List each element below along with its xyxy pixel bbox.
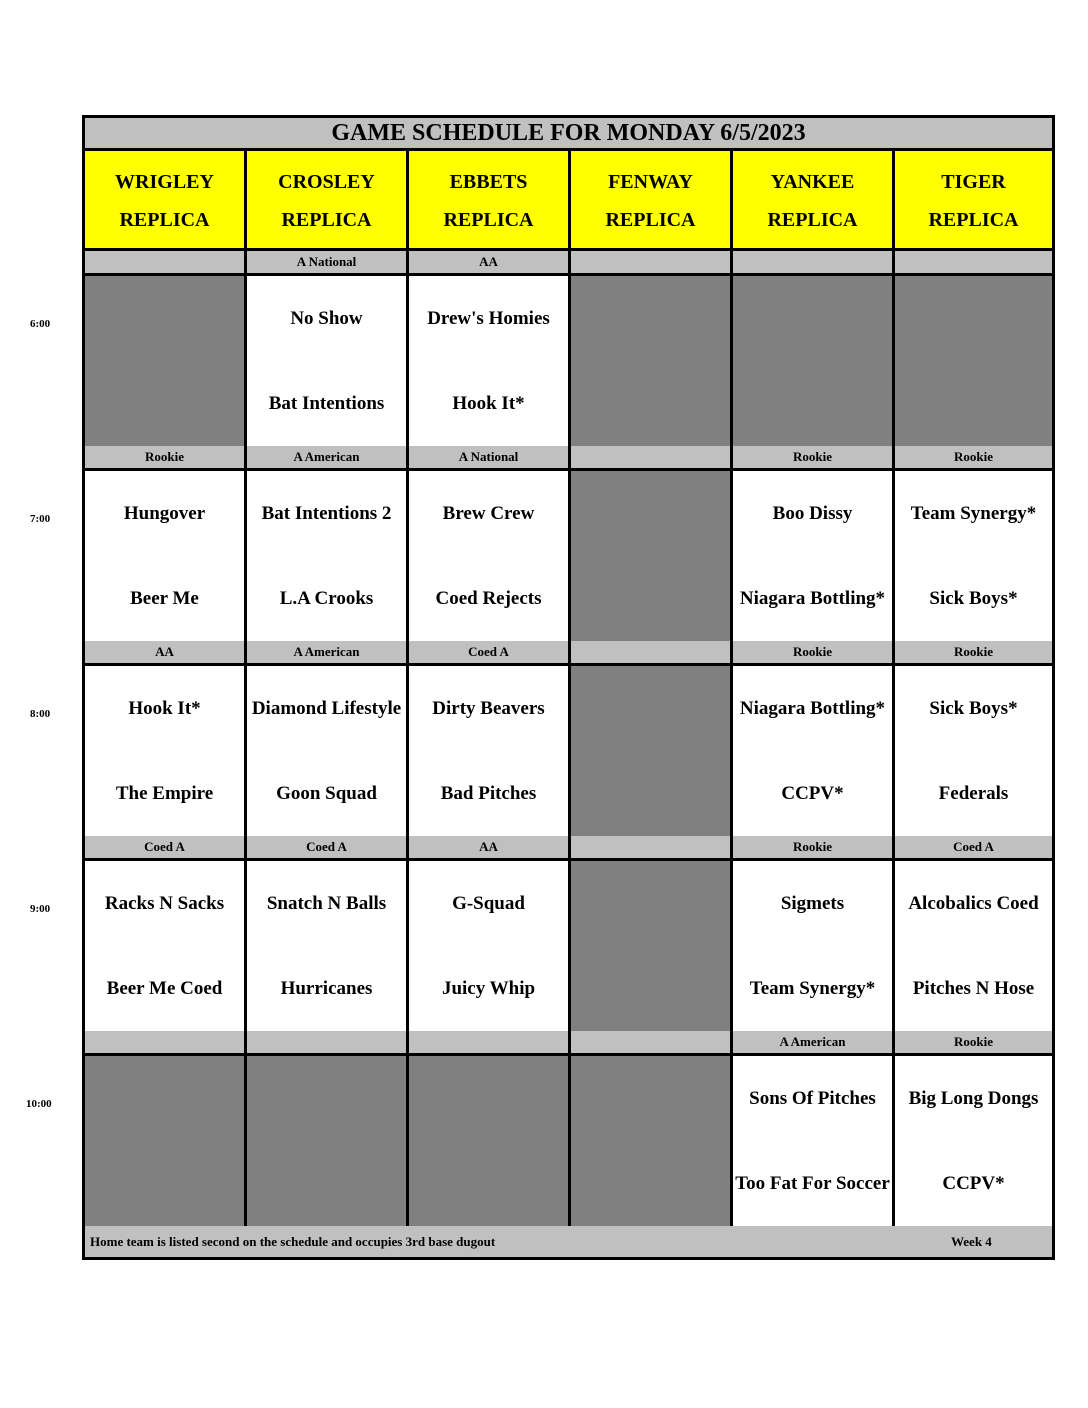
division-label: Coed A [85,836,244,858]
home-team: Beer Me [130,588,199,609]
away-team: Racks N Sacks [104,893,225,914]
footer-bar [85,1226,1052,1257]
away-team: Hungover [123,503,206,524]
division-label: Coed A [895,836,1052,858]
time-label: 8:00 [30,708,51,720]
field-header-yankee [733,151,892,248]
home-team: Hurricanes [280,978,373,999]
empty-slot [895,276,1052,446]
time-label: 7:00 [30,513,51,525]
away-team: Brew Crew [442,503,535,524]
division-label: A American [247,641,406,663]
field-subtitle: REPLICA [281,209,372,231]
away-team: Drew's Homies [427,308,550,329]
time-label: 9:00 [30,903,51,915]
time-label: 6:00 [30,318,51,330]
game-cell [733,1056,892,1226]
division-label [85,1031,244,1053]
home-team: Coed Rejects [435,588,542,609]
game-cell [85,471,244,641]
field-header-fenway [571,151,730,248]
division-label: AA [409,251,568,273]
away-team: Niagara Bottling* [739,698,886,719]
away-team: G-Squad [452,893,525,914]
game-cell [85,666,244,836]
home-team: Pitches N Hose [912,978,1035,999]
game-cell [895,1056,1052,1226]
game-cell [733,861,892,1031]
game-cell [895,471,1052,641]
division-label: Rookie [733,836,892,858]
home-team: Team Synergy* [749,978,876,999]
game-cell [895,861,1052,1031]
away-team: Dirty Beavers [432,698,545,719]
division-label: A American [733,1031,892,1053]
empty-slot [247,1056,406,1226]
division-label [571,836,730,858]
game-cell [409,471,568,641]
division-label: Rookie [733,641,892,663]
empty-slot [733,276,892,446]
division-label: A American [247,446,406,468]
empty-slot [571,861,730,1031]
division-label [733,251,892,273]
empty-slot [571,471,730,641]
division-label: Coed A [409,641,568,663]
game-cell [895,666,1052,836]
footer-note: Home team is listed second on the schedule and occupies 3rd base dugout [90,1233,496,1249]
home-team: Niagara Bottling* [739,588,886,609]
home-team: Sick Boys* [929,588,1018,609]
week-label: Week 4 [951,1233,992,1249]
division-label [409,1031,568,1053]
game-cell [409,276,568,446]
division-label: Rookie [895,446,1052,468]
field-name: FENWAY [608,171,693,193]
away-team: Hook It* [128,698,201,719]
away-team: Sons Of Pitches [749,1088,876,1109]
division-label: Rookie [895,641,1052,663]
home-team: Bad Pitches [440,783,537,804]
away-team: Sigmets [780,893,845,914]
division-label [571,1031,730,1053]
away-team: Bat Intentions 2 [261,503,392,524]
home-team: Federals [938,783,1009,804]
home-team: Hook It* [452,393,525,414]
division-label: Rookie [895,1031,1052,1053]
game-cell [409,666,568,836]
empty-slot [571,276,730,446]
empty-slot [85,1056,244,1226]
schedule-title: GAME SCHEDULE FOR MONDAY 6/5/2023 [85,118,1052,148]
game-cell [85,861,244,1031]
division-label: A National [409,446,568,468]
home-team: Goon Squad [276,783,377,804]
empty-slot [85,276,244,446]
division-label [85,251,244,273]
away-team: No Show [290,308,363,329]
empty-slot [571,666,730,836]
field-name: EBBETS [449,171,528,193]
away-team: Team Synergy* [910,503,1037,524]
home-team: CCPV* [781,783,844,804]
game-cell [247,276,406,446]
field-subtitle: REPLICA [443,209,534,231]
field-name: CROSLEY [278,171,375,193]
home-team: Juicy Whip [441,978,536,999]
field-name: TIGER [941,171,1006,193]
home-team: Bat Intentions [268,393,385,414]
field-header-ebbets [409,151,568,248]
field-subtitle: REPLICA [928,209,1019,231]
field-subtitle: REPLICA [605,209,696,231]
game-cell [247,666,406,836]
field-name: WRIGLEY [115,171,214,193]
field-subtitle: REPLICA [767,209,858,231]
away-team: Big Long Dongs [908,1088,1039,1109]
division-label: Coed A [247,836,406,858]
game-cell [247,471,406,641]
division-label [571,251,730,273]
division-label: AA [409,836,568,858]
game-cell [733,471,892,641]
away-team: Alcobalics Coed [908,893,1039,914]
field-subtitle: REPLICA [119,209,210,231]
home-team: Beer Me Coed [106,978,223,999]
empty-slot [409,1056,568,1226]
division-label: Rookie [733,446,892,468]
schedule-grid [82,115,1055,1260]
away-team: Diamond Lifestyle [251,698,402,719]
game-cell [733,666,892,836]
division-label: A National [247,251,406,273]
time-label: 10:00 [26,1098,52,1110]
field-header-crosley [247,151,406,248]
home-team: Too Fat For Soccer [735,1173,890,1194]
division-label [895,251,1052,273]
field-header-tiger [895,151,1052,248]
away-team: Snatch N Balls [266,893,387,914]
field-name: YANKEE [770,171,855,193]
home-team: The Empire [115,783,214,804]
home-team: L.A Crooks [279,588,374,609]
home-team: CCPV* [942,1173,1005,1194]
empty-slot [571,1056,730,1226]
field-header-wrigley [85,151,244,248]
division-label: AA [85,641,244,663]
away-team: Boo Dissy [772,503,853,524]
away-team: Sick Boys* [929,698,1018,719]
division-label [571,641,730,663]
division-label: Rookie [85,446,244,468]
division-label [247,1031,406,1053]
division-label [571,446,730,468]
game-cell [409,861,568,1031]
game-cell [247,861,406,1031]
